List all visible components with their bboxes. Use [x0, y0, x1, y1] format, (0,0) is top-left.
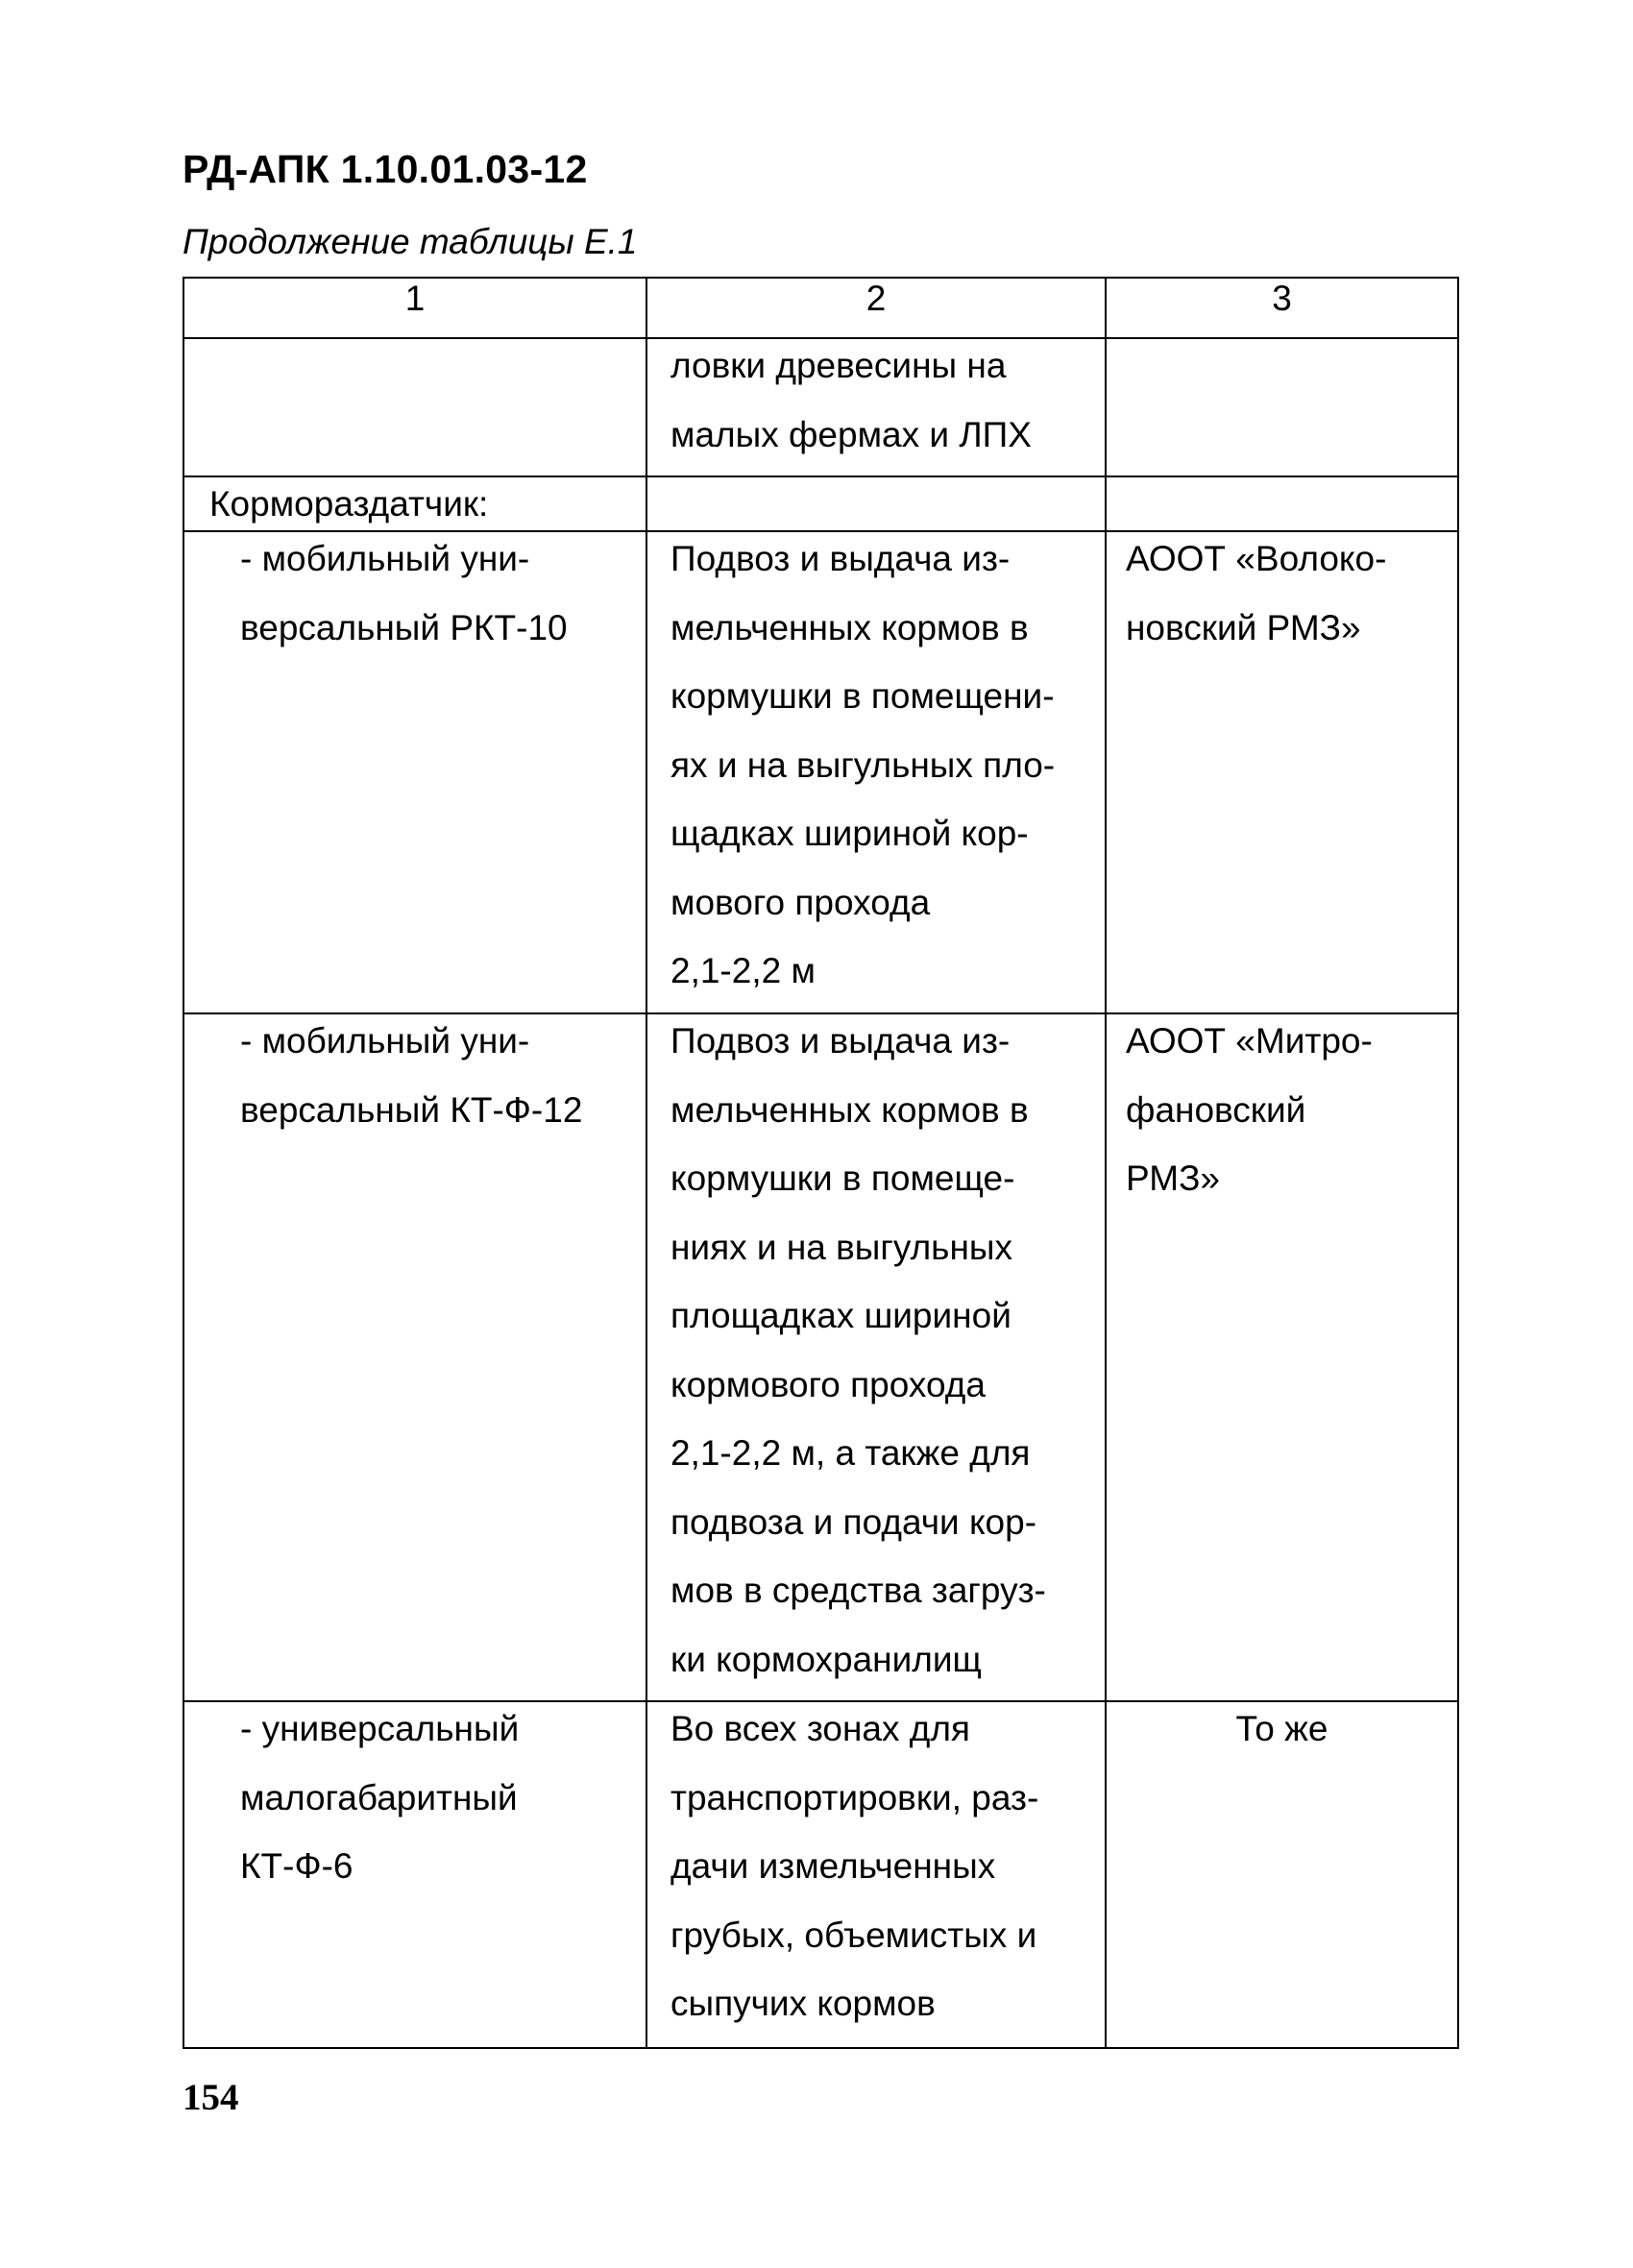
table-row: [183, 1701, 1458, 2048]
cell-purpose: Подвоз и выдача из- мельченных кормов в кормушки в помеще- ниях и на выгульных площадках шириной кормового прохода 2,1-2,2 м, а также для подвоза и подачи кор- мов в средства загруз- ки кормохранилищ: [646, 1013, 1106, 1701]
table-caption: Продолжение таблицы Е.1: [183, 222, 638, 261]
cell-manufacturer: АООТ «Митро- фановский РМЗ»: [1106, 1013, 1458, 1701]
cell-equipment: - мобильный уни- версальный КТ-Ф-12: [183, 1013, 646, 1701]
cell-empty: [1106, 476, 1458, 531]
table-row: [183, 1013, 1458, 1701]
cell-group-label: Кормораздатчик:: [183, 476, 646, 531]
cell-equipment: - универсальный малогабаритный КТ-Ф-6: [183, 1701, 646, 2048]
table-row-continuation: [183, 338, 1458, 476]
column-header-1: 1: [183, 278, 646, 338]
cell-manufacturer: АООТ «Волоко- новский РМЗ»: [1106, 531, 1458, 1013]
cell-purpose: Во всех зонах для транспортировки, раз- дачи измельченных грубых, объемистых и сыпучих кормов: [646, 1701, 1106, 2048]
document-code: РД-АПК 1.10.01.03-12: [183, 147, 588, 191]
cell-purpose: Подвоз и выдача из- мельченных кормов в кормушки в помещени- ях и на выгульных пло- щадках шириной кор- мового прохода 2,1-2,2 м: [646, 531, 1106, 1013]
cell-manufacturer: [1106, 338, 1458, 476]
equipment-table: [183, 277, 1459, 2049]
table-header-row: [183, 278, 1458, 338]
cell-equipment: [183, 338, 646, 476]
table-group-row: [183, 476, 1458, 531]
cell-equipment: - мобильный уни- версальный РКТ-10: [183, 531, 646, 1013]
cell-empty: [646, 476, 1106, 531]
cell-manufacturer: То же: [1106, 1701, 1458, 2048]
cell-purpose: ловки древесины на малых фермах и ЛПХ: [646, 338, 1106, 476]
column-header-2: 2: [646, 278, 1106, 338]
table-row: [183, 531, 1458, 1013]
column-header-3: 3: [1106, 278, 1458, 338]
page-number: 154: [183, 2077, 239, 2118]
